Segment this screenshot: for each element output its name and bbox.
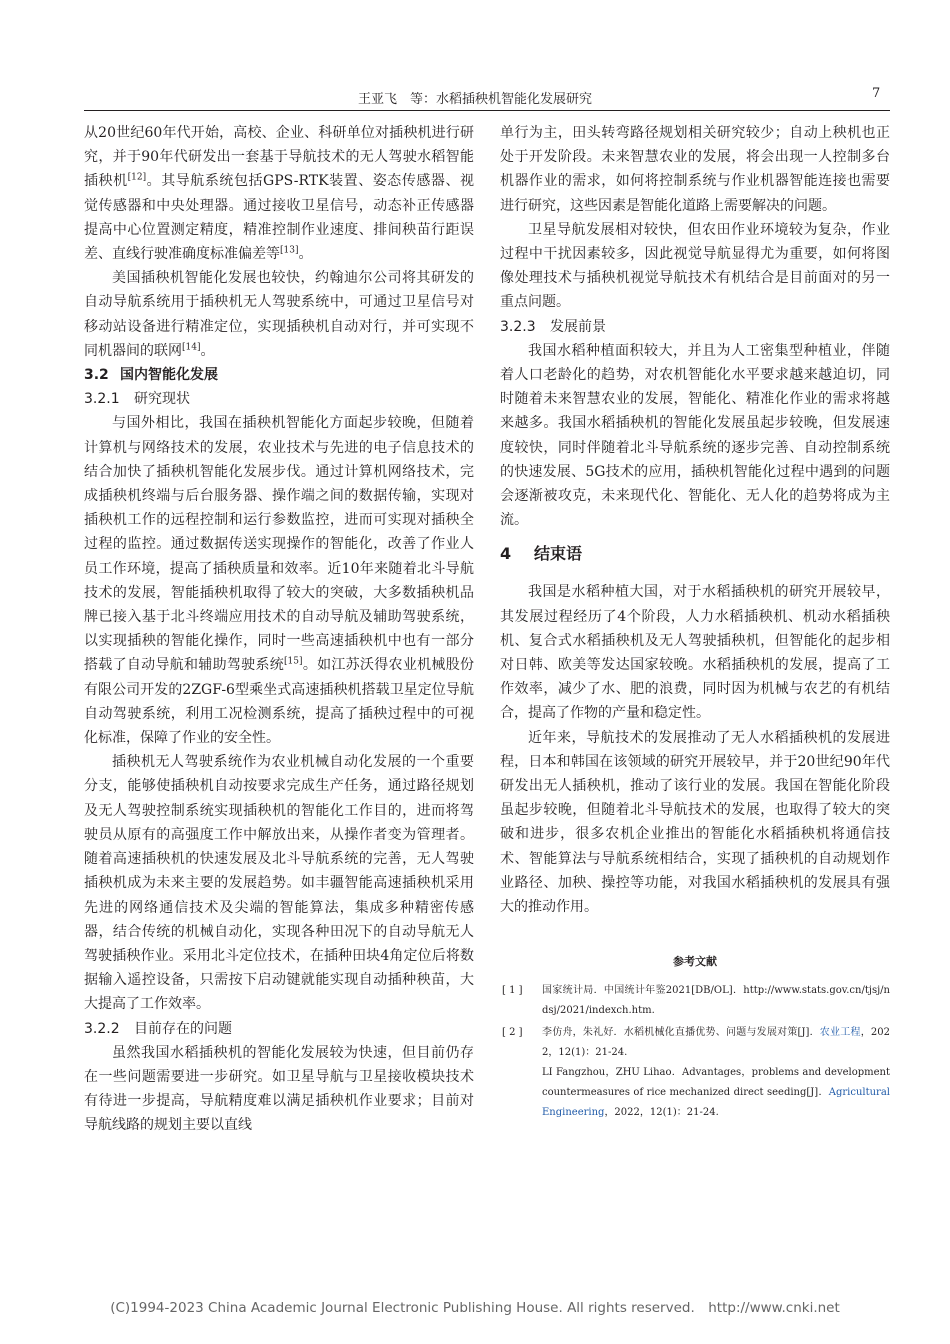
paragraph: 虽然我国水稻插秧机的智能化发展较为快速，但目前仍存在一些问题需要进一步研究。如卫星导航与卫星接收模块技术有待进一步提高，导航精度难以满足插秧机作业要求；目前对导航线路的规划主要以直线 xyxy=(84,1044,474,1134)
paragraph: 卫星导航发展相对较快，但农田作业环境较为复杂，作业过程中干扰因素较多，因此视觉导航显得尤为重要，如何将图像处理技术与插秧机视觉导航技术有机结合是目前面对的另一重点问题。 xyxy=(500,221,890,311)
subsection-heading-3-2-3 xyxy=(500,315,890,339)
paragraph-text: 与国外相比，我国在插秧机智能化方面起步较晚，但随着计算机与网络技术的发展，农业技术与先进的电子信息技术的结合加快了插秧机智能化发展步伐。通过计算机网络技术，完成插秧机终端与后台服务器、操作端之间的数据传输，实现对插秧机工作的远程控制和运行参数监控，进而可实现对插秧全过程的监控。通过数据传送实现操作的智能化，改善了作业人员工作环境，提高了插秧质量和效率。近10年来随着北斗导航技术的发展，智能插秧机取得了较大的突破，大多数插秧机品牌已接入基于北斗终端应用技术的自动导航及辅助驾驶系统，以实现插秧的智能化操作，同时一些高速插秧机中也有一部分搭载了自动导航和辅助驾驶系统 xyxy=(84,415,474,674)
copyright-footer: (C)1994-2023 China Academic Journal Electronic Publishing House. All rights reserved. http://www.cnki.net xyxy=(110,1300,840,1316)
subsection-heading-3-2-1 xyxy=(84,387,474,411)
reference-number: [ 1 ] xyxy=(502,985,523,997)
header-divider xyxy=(84,110,890,111)
paragraph-text: 美国插秧机智能化发展也较快，约翰迪尔公司将其研发的自动导航系统用于插秧机无人驾驶系统中，可通过卫星信号对移动站设备进行精准定位，实现插秧机自动对行，并可实现不同机器间的联网 xyxy=(84,270,474,359)
paragraph-text: 。其导航系统包括GPS-RTK装置、姿态传感器、视觉传感器和中央处理器。通过接收卫星信号，动态补正传感器提高中心位置测定精度，精准控制作业速度、排间秧苗行距误差、直线行驶准确度标准偏差等 xyxy=(84,173,475,263)
section-title: 目前存在的问题 xyxy=(134,1020,232,1037)
subsection-heading-3-2-2 xyxy=(84,1017,474,1041)
citation-link[interactable]: [15] xyxy=(284,656,303,667)
paragraph xyxy=(84,266,474,363)
paragraph: 近年来，导航技术的发展推动了无人水稻插秧机的发展进程，日本和韩国在该领域的研究开展较早，并于20世纪90年代研发出无人插秧机，推动了该行业的发展。我国在智能化阶段虽起步较晚，但随着北斗导航技术的发展，也取得了较大的突破和进步，很多农机企业推出的智能化水稻插秧机将通信技术、智能算法与导航系统相结合，实现了插秧机的自动规划作业路径、加秧、操控等功能，对我国水稻插秧机的发展具有强大的推动作用。 xyxy=(500,729,890,916)
section-number: 4 xyxy=(500,544,512,564)
reference-item xyxy=(500,1023,890,1123)
reference-number: [ 2 ] xyxy=(502,1027,523,1039)
section-title: 研究现状 xyxy=(134,391,190,408)
citation-link[interactable]: [13] xyxy=(280,245,299,256)
section-heading-4 xyxy=(500,542,890,566)
paragraph xyxy=(84,411,474,750)
journal-link[interactable]: 农业工程 xyxy=(819,1027,861,1039)
paragraph: 我国水稻种植面积较大，并且为人工密集型种植业，伴随着人口老龄化的趋势，对农机智能化水平要求越来越迫切，同时随着未来智慧农业的发展，智能化、精准化作业的需求将越来越多。我国水稻插秧机的智能化发展虽起步较晚，但发展速度较快，同时伴随着北斗导航系统的逐步完善、自动控制系统的快速发展、5G技术的应用，插秧机智能化过程中遇到的问题会逐渐被攻克，未来现代化、智能化、无人化的趋势将成为主流。 xyxy=(500,342,890,529)
right-column xyxy=(500,121,890,1125)
section-title: 发展前景 xyxy=(550,318,606,335)
section-number: 3.2.3 xyxy=(500,318,536,335)
section-title: 国内智能化发展 xyxy=(120,367,218,384)
paragraph: 我国是水稻种植大国，对于水稻插秧机的研究开展较早，其发展过程经历了4个阶段，人力水稻插秧机、机动水稻插秧机、复合式水稻插秧机及无人驾驶插秧机，但智能化的起步相对日韩、欧美等发达国家较晚。水稻插秧机的发展，提高了工作效率，减少了水、肥的浪费，同时因为机械与农艺的有机结合，提高了作物的产量和稳定性。 xyxy=(500,584,890,722)
reference-item xyxy=(500,981,890,1021)
left-column xyxy=(84,121,474,1138)
paragraph-text: 。 xyxy=(200,342,215,359)
citation-link[interactable]: [12] xyxy=(127,172,147,183)
references-heading: 参考文献 xyxy=(673,955,717,969)
section-number: 3.2.2 xyxy=(84,1020,120,1037)
paragraph-text: 从20世纪60年代开始，高校、企业、科研单位对插秧机进行研究，并于90年代研发出一套基于导航技术的无人驾驶水稻智能插秧机 xyxy=(84,125,474,190)
paragraph: 单行为主，田头转弯路径规划相关研究较少；自动上秧机也正处于开发阶段。未来智慧农业的发展，将会出现一人控制多台机器作业的需求，如何将控制系统与作业机器智能连接也需要进行研究，这些因素是智能化道路上需要解决的问题。 xyxy=(500,125,890,214)
reference-text: ，2022，12(1)：21-24. xyxy=(542,1027,890,1059)
paragraph xyxy=(84,121,474,266)
section-heading-3-2 xyxy=(84,363,474,387)
paragraph-text: 。如江苏沃得农业机械股份有限公司开发的2ZGF-6型乘坐式高速插秧机搭载卫星定位导航自动驾驶系统，利用工况检测系统，提高了插秧过程中的可视化标准，保障了作业的安全性。 xyxy=(84,657,474,747)
reference-text: LI Fangzhou，ZHU Lihao．Advantages，problems and development countermeasures of rice mechanized direct seeding[J]． xyxy=(542,1067,890,1099)
section-title: 结束语 xyxy=(534,544,583,564)
citation-link[interactable]: [14] xyxy=(182,342,201,353)
reference-text: 李仿舟，朱礼好．水稻机械化直播优势、问题与发展对策[J]． xyxy=(542,1027,820,1039)
running-header-title: 王亚飞 等：水稻插秧机智能化发展研究 xyxy=(357,92,592,107)
journal-link[interactable]: Agricultural Engineering xyxy=(542,1087,890,1119)
reference-text: 国家统计局．中国统计年鉴2021[DB/OL]．http://www.stats.gov.cn/tjsj/ndsj/2021/indexch.htm. xyxy=(542,985,890,1017)
section-number: 3.2 xyxy=(84,367,109,384)
paragraph: 插秧机无人驾驶系统作为农业机械自动化发展的一个重要分支，能够使插秧机自动按要求完成生产任务，通过路径规划及无人驾驶控制系统实现插秧机的智能化工作目的，进而将驾驶员从原有的高强度工作中解放出来，从操作者变为管理者。随着高速插秧机的快速发展及北斗导航系统的完善，无人驾驶插秧机成为未来主要的发展趋势。如丰疆智能高速插秧机采用先进的网络通信技术及尖端的智能算法，集成多种精密传感器，结合传统的机械自动化，实现各种田况下的自动导航无人驾驶插秧作业。采用北斗定位技术，在插种田块4角定位后将数据输入遥控设备，只需按下启动键就能实现自动插种秧苗，大大提高了工作效率。 xyxy=(84,754,474,1013)
paragraph-text: 。 xyxy=(298,246,313,263)
page-number: 7 xyxy=(872,86,881,101)
reference-text: ，2022，12(1)：21-24. xyxy=(604,1107,719,1119)
section-number: 3.2.1 xyxy=(84,391,120,408)
